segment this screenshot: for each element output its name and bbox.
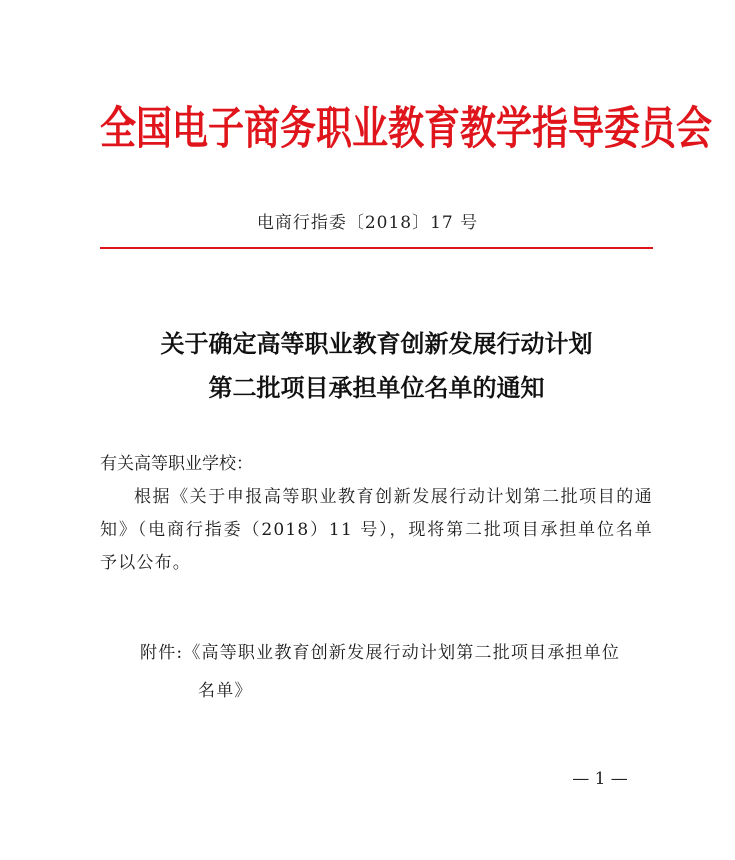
salutation: 有关高等职业学校： (100, 454, 253, 474)
attachment-line-2: 名单》 (198, 681, 253, 701)
issuing-organization-header: 全国电子商务职业教育教学指导委员会 (100, 102, 713, 155)
notice-title (100, 322, 653, 410)
body-paragraph: 根据《关于申报高等职业教育创新发展行动计划第二批项目的通知》（电商行指委（2018）11 号），现将第二批项目承担单位名单予以公布。 (100, 487, 653, 573)
document-number: 电商行指委〔2018〕17 号 (256, 213, 479, 233)
notice-title-line-2: 第二批项目承担单位名单的通知 (208, 373, 545, 402)
notice-body (100, 448, 653, 580)
page-number: — 1 — (572, 769, 628, 789)
red-divider-line (100, 247, 653, 249)
notice-title-line-1: 关于确定高等职业教育创新发展行动计划 (160, 329, 593, 358)
attachment-note (140, 634, 655, 710)
attachment-line-1: 附件:《高等职业教育创新发展行动计划第二批项目承担单位 (140, 643, 621, 663)
